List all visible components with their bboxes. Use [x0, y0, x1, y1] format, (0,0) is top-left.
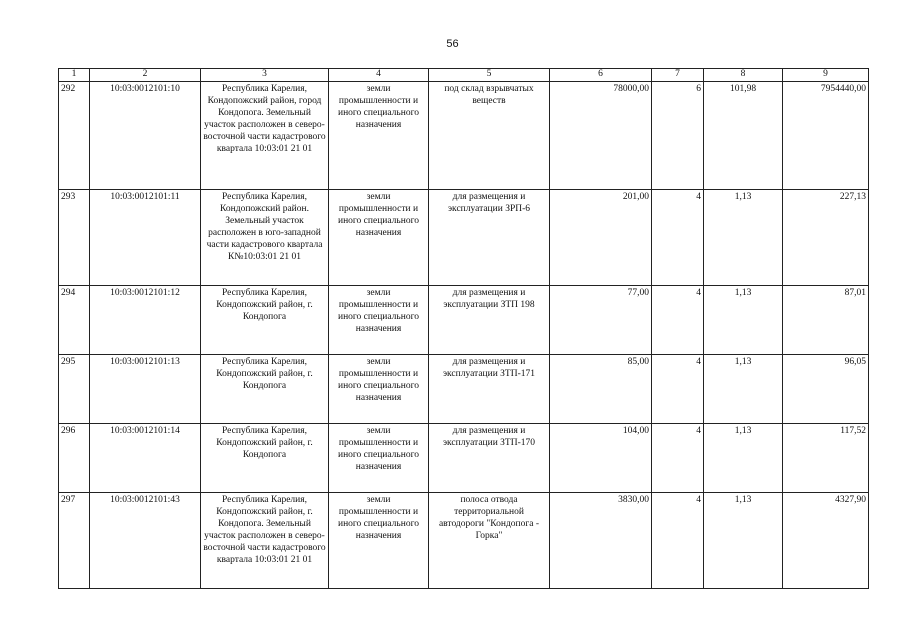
row-number-cell: 296 — [59, 424, 90, 493]
table-row — [59, 355, 869, 424]
column-8-cell: 1,13 — [704, 424, 783, 493]
land-category-cell: земли промышленности и иного специального назначения — [329, 190, 429, 286]
permitted-use-cell: полоса отвода территориальной автодороги "Кондопога - Горка" — [429, 493, 550, 589]
area-cell: 77,00 — [550, 286, 652, 355]
land-category-cell: земли промышленности и иного специального назначения — [329, 82, 429, 190]
table-row — [59, 286, 869, 355]
land-category-cell: земли промышленности и иного специального назначения — [329, 493, 429, 589]
cadastral-number-cell: 10:03:0012101:13 — [90, 355, 201, 424]
column-header: 1 — [59, 69, 90, 82]
area-cell: 3830,00 — [550, 493, 652, 589]
area-cell: 78000,00 — [550, 82, 652, 190]
column-8-cell: 1,13 — [704, 355, 783, 424]
permitted-use-cell: для размещения и эксплуатации ЗТП-170 — [429, 424, 550, 493]
table-row — [59, 82, 869, 190]
permitted-use-cell: для размещения и эксплуатации ЗТП-171 — [429, 355, 550, 424]
column-7-cell: 6 — [652, 82, 704, 190]
cost-cell: 227,13 — [783, 190, 869, 286]
table-row — [59, 493, 869, 589]
column-header: 9 — [783, 69, 869, 82]
column-7-cell: 4 — [652, 355, 704, 424]
cadastral-number-cell: 10:03:0012101:12 — [90, 286, 201, 355]
column-header: 7 — [652, 69, 704, 82]
cost-cell: 117,52 — [783, 424, 869, 493]
column-header: 5 — [429, 69, 550, 82]
address-cell: Республика Карелия, Кондопожский район, город Кондопога. Земельный участок расположен в северо-восточной части кадастрового квартала 10:03:01 21 01 — [201, 82, 329, 190]
cost-cell: 7954440,00 — [783, 82, 869, 190]
table-row — [59, 190, 869, 286]
address-cell: Республика Карелия, Кондопожский район, г. Кондопога. Земельный участок расположен в северо-восточной части кадастрового квартала 10:03:01 21 01 — [201, 493, 329, 589]
column-7-cell: 4 — [652, 424, 704, 493]
column-8-cell: 1,13 — [704, 286, 783, 355]
column-8-cell: 1,13 — [704, 190, 783, 286]
column-8-cell: 101,98 — [704, 82, 783, 190]
column-header: 8 — [704, 69, 783, 82]
row-number-cell: 292 — [59, 82, 90, 190]
land-category-cell: земли промышленности и иного специального назначения — [329, 286, 429, 355]
address-cell: Республика Карелия, Кондопожский район, г. Кондопога — [201, 355, 329, 424]
row-number-cell: 297 — [59, 493, 90, 589]
column-header: 3 — [201, 69, 329, 82]
header-row — [59, 69, 869, 82]
row-number-cell: 294 — [59, 286, 90, 355]
address-cell: Республика Карелия, Кондопожский район, г. Кондопога — [201, 286, 329, 355]
column-7-cell: 4 — [652, 286, 704, 355]
row-number-cell: 293 — [59, 190, 90, 286]
cost-cell: 4327,90 — [783, 493, 869, 589]
page-number: 56 — [446, 38, 459, 50]
column-header: 2 — [90, 69, 201, 82]
area-cell: 85,00 — [550, 355, 652, 424]
permitted-use-cell: для размещения и эксплуатации ЗРП-6 — [429, 190, 550, 286]
area-cell: 104,00 — [550, 424, 652, 493]
column-7-cell: 4 — [652, 493, 704, 589]
permitted-use-cell: под склад взрывчатых веществ — [429, 82, 550, 190]
column-7-cell: 4 — [652, 190, 704, 286]
address-cell: Республика Карелия, Кондопожский район. Земельный участок расположен в юго-западной части кадастрового квартала К№10:03:01 21 01 — [201, 190, 329, 286]
row-number-cell: 295 — [59, 355, 90, 424]
column-header: 4 — [329, 69, 429, 82]
address-cell: Республика Карелия, Кондопожский район, г. Кондопога — [201, 424, 329, 493]
land-plots-table — [58, 68, 869, 589]
column-8-cell: 1,13 — [704, 493, 783, 589]
cost-cell: 87,01 — [783, 286, 869, 355]
cost-cell: 96,05 — [783, 355, 869, 424]
cadastral-number-cell: 10:03:0012101:11 — [90, 190, 201, 286]
column-header: 6 — [550, 69, 652, 82]
land-category-cell: земли промышленности и иного специального назначения — [329, 355, 429, 424]
table-row — [59, 424, 869, 493]
cadastral-number-cell: 10:03:0012101:43 — [90, 493, 201, 589]
permitted-use-cell: для размещения и эксплуатации ЗТП 198 — [429, 286, 550, 355]
area-cell: 201,00 — [550, 190, 652, 286]
land-category-cell: земли промышленности и иного специального назначения — [329, 424, 429, 493]
cadastral-number-cell: 10:03:0012101:10 — [90, 82, 201, 190]
cadastral-number-cell: 10:03:0012101:14 — [90, 424, 201, 493]
